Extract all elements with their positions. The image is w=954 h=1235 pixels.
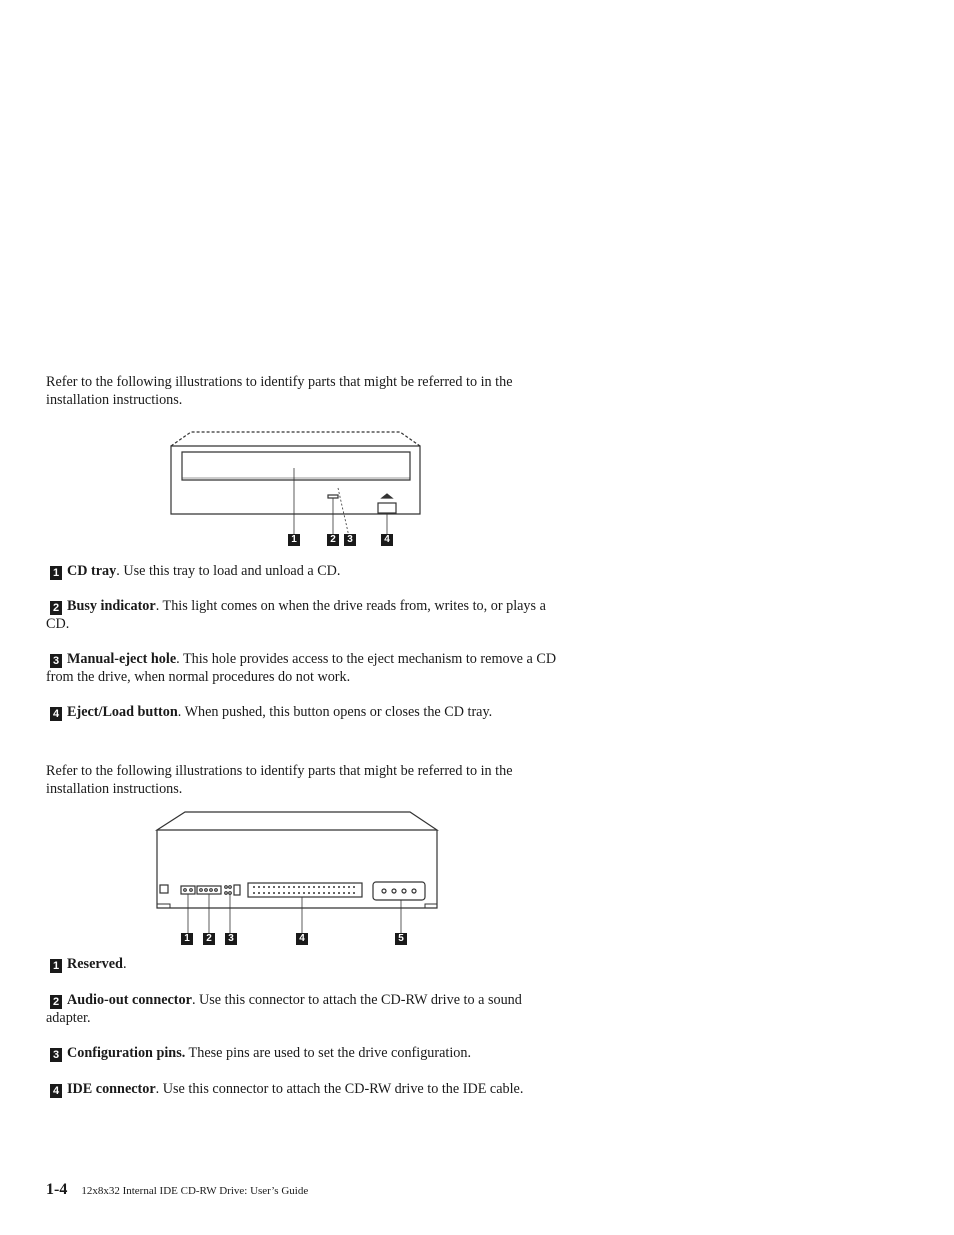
front-item-manual-eject-hole — [46, 651, 561, 686]
front-item-busy-indicator — [46, 598, 561, 633]
document-title: 12x8x32 Internal IDE CD-RW Drive: User’s Guide — [81, 1185, 309, 1197]
front-callout-2: 2 — [327, 534, 339, 546]
number-badge: 3 — [50, 1048, 62, 1062]
item-description: These pins are used to set the drive configuration. — [185, 1045, 472, 1061]
item-description: . This hole provides access to the eject mechanism to remove a CD from the drive, when normal procedures do not work. — [46, 651, 557, 685]
item-description: . When pushed, this button opens or closes the CD tray. — [177, 704, 493, 720]
page-number: 1-4 — [46, 1181, 68, 1198]
front-item-cd-tray — [46, 563, 561, 581]
item-term: IDE connector — [67, 1081, 156, 1097]
number-badge: 2 — [50, 995, 62, 1009]
front-drive-illustration — [160, 428, 430, 553]
item-term: Audio-out connector — [67, 992, 192, 1008]
item-description: . Use this connector to attach the CD-RW drive to the IDE cable. — [155, 1081, 524, 1097]
rear-item-configuration-pins — [46, 1045, 561, 1063]
item-description: . Use this tray to load and unload a CD. — [116, 563, 341, 579]
item-term: Configuration pins. — [67, 1045, 186, 1061]
item-term: Busy indicator — [67, 598, 156, 614]
rear-callout-5: 5 — [395, 933, 407, 945]
rear-callout-1: 1 — [181, 933, 193, 945]
rear-drive-drawing — [150, 808, 445, 950]
rear-callout-2: 2 — [203, 933, 215, 945]
number-badge: 2 — [50, 601, 62, 615]
item-term: Manual-eject hole — [67, 651, 177, 667]
item-term: Reserved — [67, 956, 123, 972]
rear-item-reserved — [46, 956, 561, 974]
front-intro-paragraph: Refer to the following illustrations to identify parts that might be referred to in the installation instructions. — [46, 374, 513, 408]
item-description: . This light comes on when the drive reads from, writes to, or plays a CD. — [46, 598, 546, 632]
item-term: Eject/Load button — [67, 704, 178, 720]
front-item-eject-load-button — [46, 704, 561, 722]
rear-callout-3: 3 — [225, 933, 237, 945]
item-term: CD tray — [67, 563, 117, 579]
number-badge: 4 — [50, 707, 62, 721]
page-footer — [46, 1182, 308, 1199]
number-badge: 3 — [50, 654, 62, 668]
number-badge: 4 — [50, 1084, 62, 1098]
rear-item-ide-connector — [46, 1081, 561, 1099]
item-description: . — [122, 956, 127, 972]
rear-item-audio-out-connector — [46, 992, 561, 1027]
number-badge: 1 — [50, 959, 62, 973]
rear-drive-illustration — [150, 808, 445, 950]
front-callout-1: 1 — [288, 534, 300, 546]
rear-callout-4: 4 — [296, 933, 308, 945]
rear-intro-paragraph: Refer to the following illustrations to identify parts that might be referred to in the installation instructions. — [46, 763, 513, 797]
front-callout-3: 3 — [344, 534, 356, 546]
front-callout-4: 4 — [381, 534, 393, 546]
item-description: . Use this connector to attach the CD-RW drive to a sound adapter. — [46, 992, 522, 1026]
number-badge: 1 — [50, 566, 62, 580]
